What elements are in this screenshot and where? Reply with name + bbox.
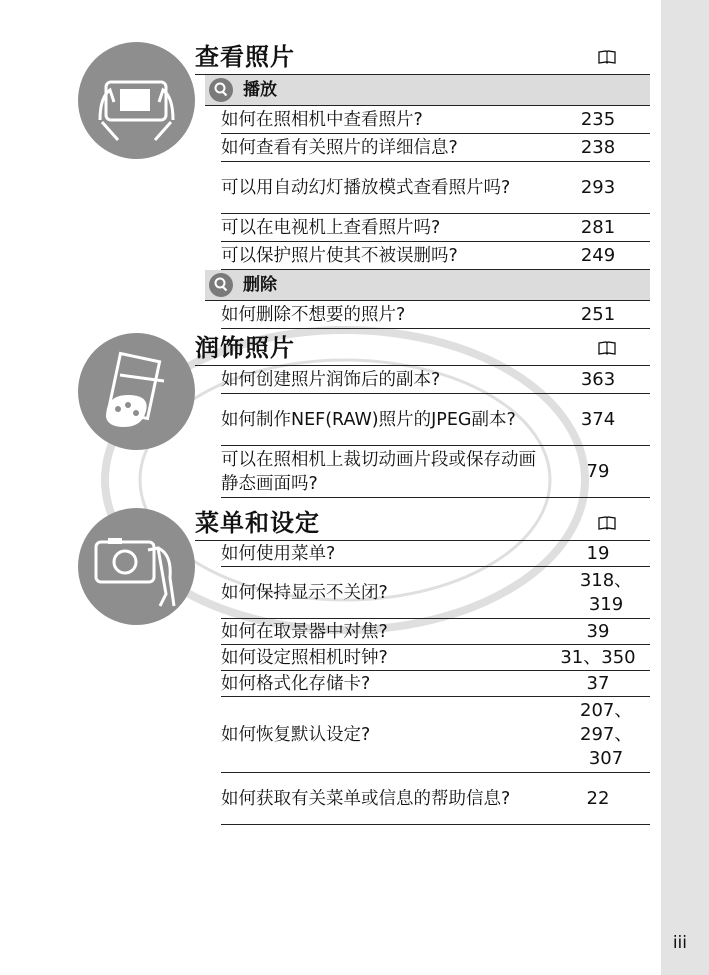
section-view-photos <box>195 42 650 329</box>
question-text: 如何查看有关照片的详细信息? <box>221 137 458 158</box>
list-item[interactable] <box>221 366 650 394</box>
page-ref: 293 <box>580 176 616 198</box>
question-text: 可以在照相机上裁切动画片段或保存动画静态画面吗? <box>221 449 536 494</box>
section-title: 润饰照片 <box>195 334 295 362</box>
question-text: 如何在取景器中对焦? <box>221 621 388 642</box>
list-item[interactable] <box>221 106 650 134</box>
page-ref: 19 <box>586 542 610 564</box>
page-ref: 318、319 <box>579 569 633 615</box>
question-text: 可以保护照片使其不被误删吗? <box>221 245 458 266</box>
page-ref: 22 <box>586 787 610 809</box>
page-ref: 249 <box>580 244 616 266</box>
book-icon <box>598 341 616 355</box>
subsection-playback <box>205 75 650 106</box>
list-item[interactable] <box>221 671 650 697</box>
question-text: 如何删除不想要的照片? <box>221 304 406 325</box>
list-item[interactable] <box>221 394 650 446</box>
list-item[interactable] <box>221 162 650 214</box>
section-retouch <box>195 333 650 498</box>
list-item[interactable] <box>221 645 650 671</box>
list-item[interactable] <box>221 214 650 242</box>
question-text: 如何格式化存储卡? <box>221 673 371 694</box>
question-text: 如何使用菜单? <box>221 543 336 564</box>
list-item[interactable] <box>221 301 650 329</box>
page-ref: 374 <box>580 408 616 430</box>
list-item[interactable] <box>221 541 650 567</box>
view-photos-icon <box>78 42 195 159</box>
question-text: 如何保持显示不关闭? <box>221 582 388 603</box>
question-text: 可以在电视机上查看照片吗? <box>221 217 441 238</box>
page-number: iii <box>672 933 687 953</box>
magnifier-icon <box>209 273 233 297</box>
subsection-label: 删除 <box>243 275 277 295</box>
question-text: 可以用自动幻灯播放模式查看照片吗? <box>221 177 511 198</box>
subsection-label: 播放 <box>243 80 277 100</box>
question-text: 如何获取有关菜单或信息的帮助信息? <box>221 788 511 809</box>
page-ref: 251 <box>580 303 616 325</box>
page-ref: 281 <box>580 216 616 238</box>
section-title: 查看照片 <box>195 43 295 71</box>
retouch-icon <box>78 333 195 450</box>
section-title: 菜单和设定 <box>195 509 320 537</box>
list-item[interactable] <box>221 619 650 645</box>
list-item[interactable] <box>221 134 650 162</box>
question-text: 如何设定照相机时钟? <box>221 647 388 668</box>
page-ref: 39 <box>586 620 610 642</box>
page-ref: 31、350 <box>560 646 636 668</box>
page-ref: 79 <box>586 460 610 482</box>
list-item[interactable] <box>221 567 650 619</box>
list-item[interactable] <box>221 773 650 825</box>
page-ref: 37 <box>586 672 610 694</box>
question-text: 如何在照相机中查看照片? <box>221 109 423 130</box>
page-ref: 235 <box>580 108 616 130</box>
list-item[interactable] <box>221 446 650 498</box>
question-text: 如何制作NEF(RAW)照片的JPEG副本? <box>221 409 516 430</box>
page-ref: 238 <box>580 136 616 158</box>
menu-settings-icon <box>78 508 195 625</box>
book-icon <box>598 516 616 530</box>
page-ref: 207、297、307 <box>580 699 633 769</box>
subsection-delete <box>205 270 650 301</box>
section-header <box>195 333 650 366</box>
question-text: 如何恢复默认设定? <box>221 724 371 745</box>
list-item[interactable] <box>221 697 650 773</box>
list-item[interactable] <box>221 242 650 270</box>
book-icon <box>598 50 616 64</box>
page-ref: 363 <box>580 368 616 390</box>
side-tab <box>661 0 709 975</box>
section-menus-settings <box>195 508 650 825</box>
section-header <box>195 508 650 541</box>
question-text: 如何创建照片润饰后的副本? <box>221 369 441 390</box>
section-header <box>195 42 650 75</box>
magnifier-icon <box>209 78 233 102</box>
